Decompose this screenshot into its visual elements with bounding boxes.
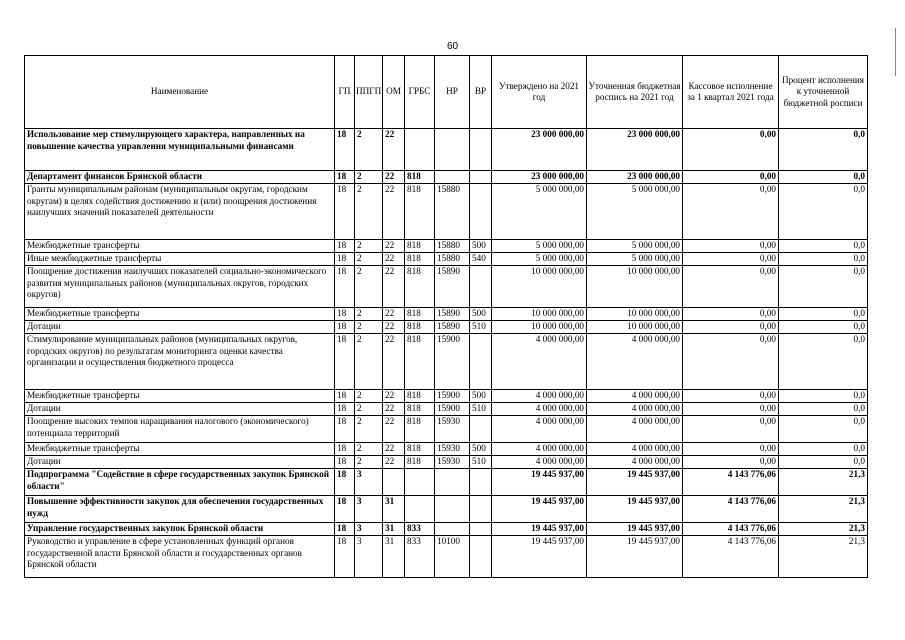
cell-approved: 19 445 937,00 xyxy=(492,469,587,496)
cell-om: 22 xyxy=(383,129,405,171)
cell-ppgp: 2 xyxy=(355,416,383,443)
cell-vr xyxy=(470,496,492,523)
cell-percent: 0,0 xyxy=(779,416,868,443)
cell-refined: 19 445 937,00 xyxy=(587,523,683,536)
cell-vr: 510 xyxy=(470,456,492,469)
cell-refined: 10 000 000,00 xyxy=(587,266,683,308)
table-row xyxy=(25,536,868,578)
cell-om: 22 xyxy=(383,240,405,253)
cell-grbs: 833 xyxy=(405,536,435,578)
cell-om: 22 xyxy=(383,390,405,403)
cell-om xyxy=(383,469,405,496)
cell-name: Дотации xyxy=(25,403,335,416)
cell-gp: 18 xyxy=(335,403,355,416)
cell-name: Межбюджетные трансферты xyxy=(25,240,335,253)
table-row xyxy=(25,171,868,184)
cell-np: 15900 xyxy=(435,403,470,416)
cell-om: 22 xyxy=(383,308,405,321)
cell-np: 15890 xyxy=(435,266,470,308)
cell-name: Департамент финансов Брянской области xyxy=(25,171,335,184)
col-header-om: ОМ xyxy=(383,56,405,129)
cell-om: 22 xyxy=(383,403,405,416)
cell-approved: 4 000 000,00 xyxy=(492,443,587,456)
cell-percent: 0,0 xyxy=(779,184,868,240)
col-header-approved: Утверждено на 2021 год xyxy=(492,56,587,129)
cell-gp: 18 xyxy=(335,390,355,403)
cell-refined: 4 000 000,00 xyxy=(587,390,683,403)
cell-vr xyxy=(470,129,492,171)
cell-np: 15890 xyxy=(435,321,470,334)
col-header-name: Наименование xyxy=(25,56,335,129)
cell-refined: 10 000 000,00 xyxy=(587,321,683,334)
cell-approved: 23 000 000,00 xyxy=(492,129,587,171)
cell-cash: 0,00 xyxy=(683,266,779,308)
cell-om: 31 xyxy=(383,523,405,536)
cell-vr: 500 xyxy=(470,308,492,321)
cell-approved: 4 000 000,00 xyxy=(492,456,587,469)
cell-percent: 0,0 xyxy=(779,321,868,334)
cell-approved: 19 445 937,00 xyxy=(492,536,587,578)
cell-name: Поощрение высоких темпов наращивания налогового (экономического) потенциала территорий xyxy=(25,416,335,443)
cell-vr xyxy=(470,416,492,443)
cell-percent: 0,0 xyxy=(779,129,868,171)
cell-grbs: 818 xyxy=(405,443,435,456)
cell-refined: 23 000 000,00 xyxy=(587,171,683,184)
cell-cash: 0,00 xyxy=(683,403,779,416)
cell-approved: 4 000 000,00 xyxy=(492,403,587,416)
cell-ppgp: 2 xyxy=(355,184,383,240)
cell-name: Управление государственных закупок Брянской области xyxy=(25,523,335,536)
cell-om: 22 xyxy=(383,266,405,308)
cell-ppgp: 2 xyxy=(355,129,383,171)
cell-grbs xyxy=(405,469,435,496)
cell-percent: 0,0 xyxy=(779,443,868,456)
cell-refined: 5 000 000,00 xyxy=(587,184,683,240)
cell-grbs: 818 xyxy=(405,416,435,443)
cell-om: 22 xyxy=(383,456,405,469)
cell-grbs: 818 xyxy=(405,253,435,266)
cell-ppgp: 3 xyxy=(355,523,383,536)
table-row xyxy=(25,443,868,456)
cell-np xyxy=(435,523,470,536)
cell-name: Гранты муниципальным районам (муниципальным округам, городским округам) в целях содействия достижению и (или) поощрения достижения наилучших значений показателей деятельности xyxy=(25,184,335,240)
cell-refined: 19 445 937,00 xyxy=(587,469,683,496)
cell-refined: 4 000 000,00 xyxy=(587,456,683,469)
col-header-np: НР xyxy=(435,56,470,129)
table-row xyxy=(25,308,868,321)
cell-np: 15900 xyxy=(435,390,470,403)
cell-grbs: 818 xyxy=(405,321,435,334)
cell-name: Стимулирование муниципальных районов (муниципальных округов, городских округов) по результатам мониторинга оценки качества организации и осуществления бюджетного процесса xyxy=(25,334,335,390)
table-row xyxy=(25,390,868,403)
page-edge-line xyxy=(895,28,896,76)
cell-gp: 18 xyxy=(335,469,355,496)
cell-name: Использование мер стимулирующего характера, направленных на повышение качества управления муниципальными финансами xyxy=(25,129,335,171)
table-row xyxy=(25,416,868,443)
table-header-row xyxy=(25,56,868,129)
table-row xyxy=(25,240,868,253)
cell-approved: 5 000 000,00 xyxy=(492,184,587,240)
table-row xyxy=(25,253,868,266)
cell-grbs: 818 xyxy=(405,403,435,416)
cell-grbs xyxy=(405,496,435,523)
cell-ppgp: 2 xyxy=(355,390,383,403)
cell-om: 22 xyxy=(383,253,405,266)
cell-cash: 0,00 xyxy=(683,321,779,334)
cell-approved: 23 000 000,00 xyxy=(492,171,587,184)
cell-gp: 18 xyxy=(335,240,355,253)
cell-grbs xyxy=(405,129,435,171)
cell-name: Межбюджетные трансферты xyxy=(25,390,335,403)
cell-vr xyxy=(470,334,492,390)
cell-percent: 21,3 xyxy=(779,523,868,536)
cell-percent: 21,3 xyxy=(779,536,868,578)
cell-vr: 500 xyxy=(470,443,492,456)
cell-approved: 10 000 000,00 xyxy=(492,308,587,321)
cell-vr xyxy=(470,266,492,308)
cell-cash: 4 143 776,06 xyxy=(683,496,779,523)
cell-np: 10100 xyxy=(435,536,470,578)
table-row xyxy=(25,496,868,523)
cell-np: 15890 xyxy=(435,308,470,321)
cell-np: 15930 xyxy=(435,416,470,443)
cell-cash: 4 143 776,06 xyxy=(683,469,779,496)
cell-refined: 19 445 937,00 xyxy=(587,536,683,578)
cell-percent: 0,0 xyxy=(779,266,868,308)
cell-refined: 4 000 000,00 xyxy=(587,443,683,456)
cell-ppgp: 2 xyxy=(355,403,383,416)
cell-gp: 18 xyxy=(335,321,355,334)
cell-np: 15930 xyxy=(435,443,470,456)
cell-approved: 19 445 937,00 xyxy=(492,523,587,536)
table-row xyxy=(25,469,868,496)
table-row xyxy=(25,456,868,469)
cell-name: Межбюджетные трансферты xyxy=(25,443,335,456)
cell-grbs: 818 xyxy=(405,240,435,253)
cell-ppgp: 2 xyxy=(355,321,383,334)
cell-cash: 0,00 xyxy=(683,390,779,403)
cell-vr: 510 xyxy=(470,403,492,416)
cell-refined: 5 000 000,00 xyxy=(587,253,683,266)
cell-percent: 0,0 xyxy=(779,403,868,416)
cell-ppgp: 2 xyxy=(355,171,383,184)
table-row xyxy=(25,184,868,240)
cell-np xyxy=(435,469,470,496)
cell-ppgp: 3 xyxy=(355,536,383,578)
cell-percent: 0,0 xyxy=(779,171,868,184)
cell-gp: 18 xyxy=(335,443,355,456)
cell-ppgp: 2 xyxy=(355,308,383,321)
cell-name: Дотации xyxy=(25,456,335,469)
cell-np: 15930 xyxy=(435,456,470,469)
col-header-gp: ГП xyxy=(335,56,355,129)
table-row xyxy=(25,334,868,390)
cell-gp: 18 xyxy=(335,129,355,171)
cell-name: Повышение эффективности закупок для обеспечения государственных нужд xyxy=(25,496,335,523)
budget-execution-table xyxy=(24,55,868,578)
cell-np: 15880 xyxy=(435,253,470,266)
cell-percent: 0,0 xyxy=(779,253,868,266)
cell-gp: 18 xyxy=(335,416,355,443)
cell-ppgp: 3 xyxy=(355,496,383,523)
cell-approved: 10 000 000,00 xyxy=(492,321,587,334)
cell-gp: 18 xyxy=(335,536,355,578)
cell-cash: 0,00 xyxy=(683,443,779,456)
cell-approved: 5 000 000,00 xyxy=(492,253,587,266)
cell-vr xyxy=(470,184,492,240)
cell-gp: 18 xyxy=(335,456,355,469)
cell-refined: 23 000 000,00 xyxy=(587,129,683,171)
cell-approved: 5 000 000,00 xyxy=(492,240,587,253)
cell-grbs: 818 xyxy=(405,266,435,308)
cell-grbs: 818 xyxy=(405,390,435,403)
col-header-vr: ВР xyxy=(470,56,492,129)
cell-ppgp: 2 xyxy=(355,334,383,390)
cell-om: 22 xyxy=(383,416,405,443)
cell-gp: 18 xyxy=(335,523,355,536)
cell-vr xyxy=(470,523,492,536)
cell-om: 22 xyxy=(383,321,405,334)
cell-percent: 0,0 xyxy=(779,390,868,403)
cell-cash: 0,00 xyxy=(683,129,779,171)
cell-vr xyxy=(470,469,492,496)
col-header-cash: Кассовое исполнение за 1 квартал 2021 года xyxy=(683,56,779,129)
col-header-grbs: ГРБС xyxy=(405,56,435,129)
cell-gp: 18 xyxy=(335,184,355,240)
col-header-ppgp: ППГП xyxy=(355,56,383,129)
table-row xyxy=(25,321,868,334)
cell-vr xyxy=(470,171,492,184)
cell-cash: 0,00 xyxy=(683,184,779,240)
cell-percent: 0,0 xyxy=(779,334,868,390)
cell-gp: 18 xyxy=(335,253,355,266)
cell-vr xyxy=(470,536,492,578)
col-header-refined: Уточненная бюджетная роспись на 2021 год xyxy=(587,56,683,129)
cell-cash: 0,00 xyxy=(683,240,779,253)
cell-approved: 19 445 937,00 xyxy=(492,496,587,523)
cell-om: 22 xyxy=(383,184,405,240)
cell-om: 22 xyxy=(383,334,405,390)
cell-vr: 500 xyxy=(470,390,492,403)
table-row xyxy=(25,129,868,171)
cell-percent: 0,0 xyxy=(779,456,868,469)
cell-ppgp: 2 xyxy=(355,266,383,308)
cell-gp: 18 xyxy=(335,496,355,523)
cell-approved: 4 000 000,00 xyxy=(492,334,587,390)
cell-cash: 0,00 xyxy=(683,416,779,443)
cell-om: 31 xyxy=(383,536,405,578)
col-header-percent: Процент исполнения к уточненной бюджетной росписи xyxy=(779,56,868,129)
cell-vr: 500 xyxy=(470,240,492,253)
cell-ppgp: 3 xyxy=(355,469,383,496)
table-row xyxy=(25,523,868,536)
cell-percent: 21,3 xyxy=(779,469,868,496)
cell-gp: 18 xyxy=(335,308,355,321)
cell-np xyxy=(435,496,470,523)
cell-refined: 4 000 000,00 xyxy=(587,416,683,443)
cell-percent: 0,0 xyxy=(779,308,868,321)
table-body xyxy=(25,129,868,578)
cell-np: 15880 xyxy=(435,184,470,240)
cell-grbs: 818 xyxy=(405,184,435,240)
cell-gp: 18 xyxy=(335,266,355,308)
cell-vr: 510 xyxy=(470,321,492,334)
cell-cash: 0,00 xyxy=(683,456,779,469)
cell-om: 22 xyxy=(383,443,405,456)
cell-name: Межбюджетные трансферты xyxy=(25,308,335,321)
cell-refined: 4 000 000,00 xyxy=(587,403,683,416)
cell-np: 15900 xyxy=(435,334,470,390)
cell-ppgp: 2 xyxy=(355,456,383,469)
page-number: 60 xyxy=(446,41,459,52)
cell-name: Иные межбюджетные трансферты xyxy=(25,253,335,266)
cell-approved: 4 000 000,00 xyxy=(492,416,587,443)
table-row xyxy=(25,403,868,416)
cell-cash: 0,00 xyxy=(683,171,779,184)
cell-ppgp: 2 xyxy=(355,253,383,266)
cell-cash: 0,00 xyxy=(683,334,779,390)
cell-approved: 10 000 000,00 xyxy=(492,266,587,308)
cell-om: 22 xyxy=(383,171,405,184)
cell-ppgp: 2 xyxy=(355,443,383,456)
cell-np: 15880 xyxy=(435,240,470,253)
cell-approved: 4 000 000,00 xyxy=(492,390,587,403)
cell-grbs: 818 xyxy=(405,456,435,469)
cell-name: Подпрограмма "Содействие в сфере государственных закупок Брянской области" xyxy=(25,469,335,496)
cell-percent: 21,3 xyxy=(779,496,868,523)
cell-gp: 18 xyxy=(335,334,355,390)
cell-grbs: 818 xyxy=(405,334,435,390)
table-row xyxy=(25,266,868,308)
cell-refined: 4 000 000,00 xyxy=(587,334,683,390)
cell-om: 31 xyxy=(383,496,405,523)
cell-np xyxy=(435,171,470,184)
cell-cash: 4 143 776,06 xyxy=(683,523,779,536)
cell-np xyxy=(435,129,470,171)
cell-cash: 4 143 776,06 xyxy=(683,536,779,578)
cell-percent: 0,0 xyxy=(779,240,868,253)
cell-ppgp: 2 xyxy=(355,240,383,253)
cell-grbs: 818 xyxy=(405,308,435,321)
cell-cash: 0,00 xyxy=(683,308,779,321)
cell-grbs: 818 xyxy=(405,171,435,184)
cell-grbs: 833 xyxy=(405,523,435,536)
cell-gp: 18 xyxy=(335,171,355,184)
cell-vr: 540 xyxy=(470,253,492,266)
cell-refined: 19 445 937,00 xyxy=(587,496,683,523)
cell-name: Дотации xyxy=(25,321,335,334)
cell-name: Руководство и управление в сфере установленных функций органов государственной власти Брянской области и государственных органов Брянской области xyxy=(25,536,335,578)
cell-name: Поощрение достижения наилучших показателей социально-экономического развития муниципальных районов (муниципальных округов, городских округов) xyxy=(25,266,335,308)
cell-cash: 0,00 xyxy=(683,253,779,266)
cell-refined: 10 000 000,00 xyxy=(587,308,683,321)
cell-refined: 5 000 000,00 xyxy=(587,240,683,253)
